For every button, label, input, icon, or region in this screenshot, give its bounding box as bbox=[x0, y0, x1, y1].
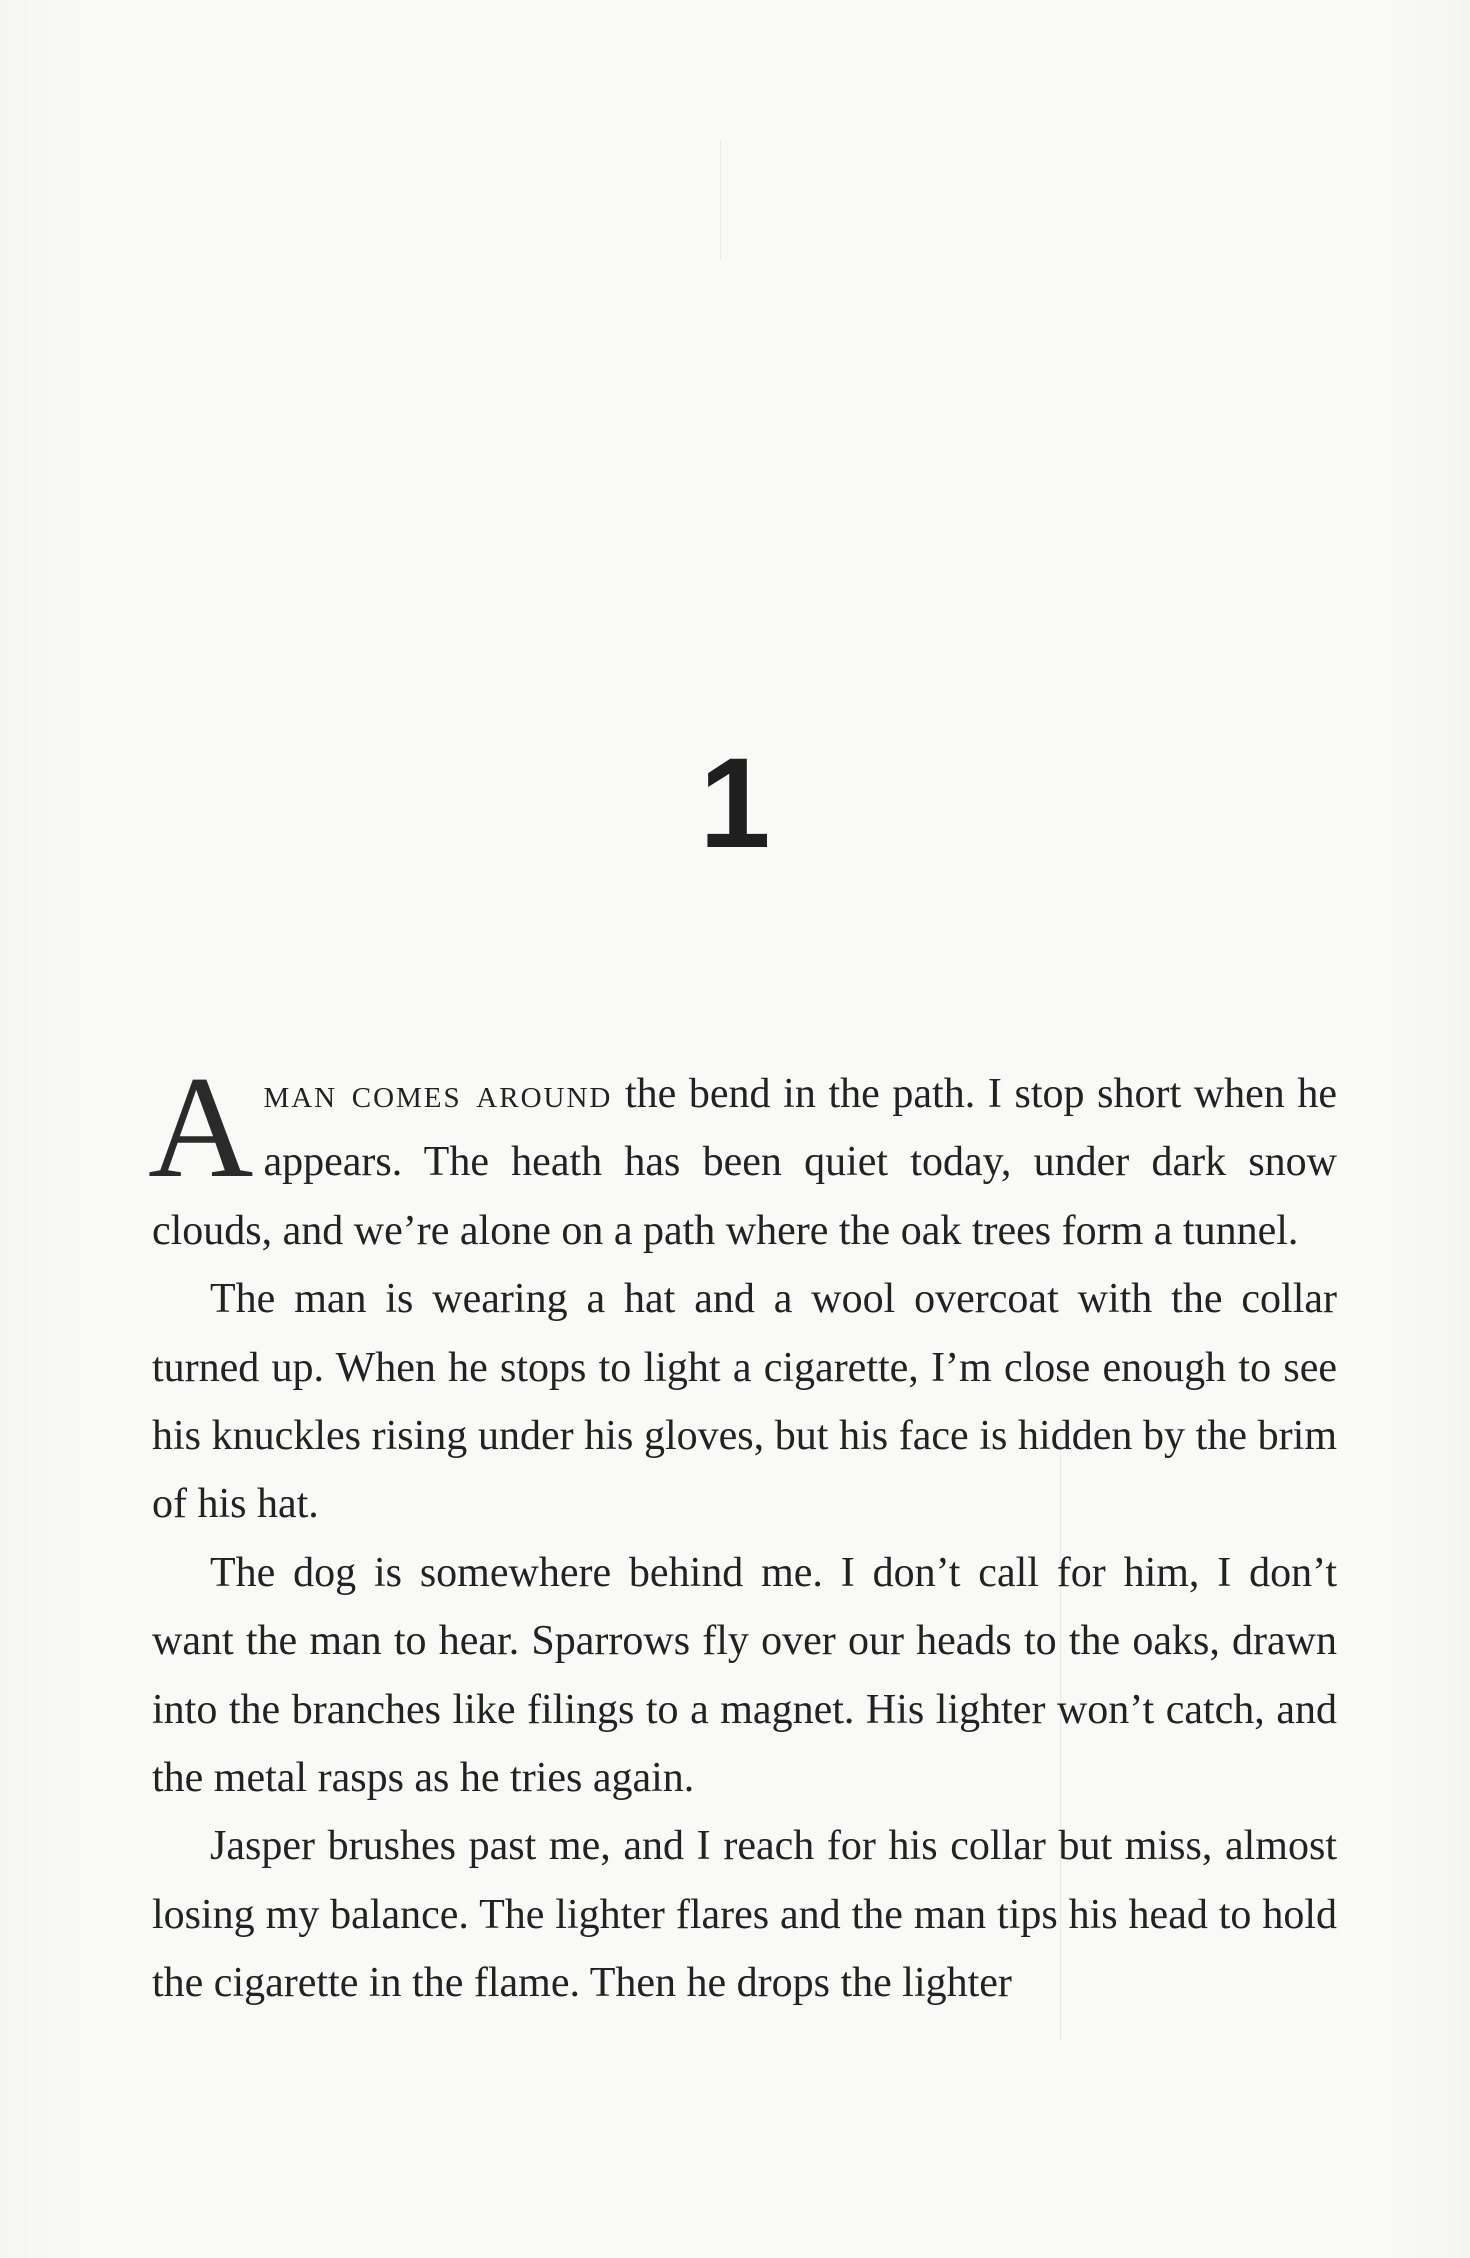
drop-cap: A bbox=[148, 1046, 254, 1208]
paragraph-4: Jasper brushes past me, and I reach for his collar but miss, almost losing my balance. The lighter flares and the man tips his head to hold the cigarette in the flame. Then he drops the lighter bbox=[152, 1823, 1337, 2007]
paragraph-3: The dog is somewhere behind me. I don’t call for him, I don’t want the man to hear. Sparrows fly over our heads to the oaks, drawn into the branches like filings to a magnet. His lighter won’t catch, and the metal rasps as he tries again. bbox=[152, 1549, 1337, 1802]
scan-artifact-line bbox=[720, 140, 721, 260]
paragraph-1-text: the bend in the path. I stop short when he appears. The heath has been quiet today, under dark snow clouds, and we’re alone on a path where the oak trees form a tunnel. bbox=[152, 1071, 1337, 1254]
chapter-body bbox=[148, 1046, 1337, 2018]
chapter-number: 1 bbox=[699, 732, 771, 875]
opening-small-caps: man comes around bbox=[263, 1071, 613, 1117]
paragraph-1 bbox=[148, 1046, 1337, 1265]
paragraph-2: The man is wearing a hat and a wool overcoat with the collar turned up. When he stops to light a cigarette, I’m close enough to see his knuckles rising under his gloves, but his face is hidden by the brim of his hat. bbox=[152, 1276, 1337, 1528]
